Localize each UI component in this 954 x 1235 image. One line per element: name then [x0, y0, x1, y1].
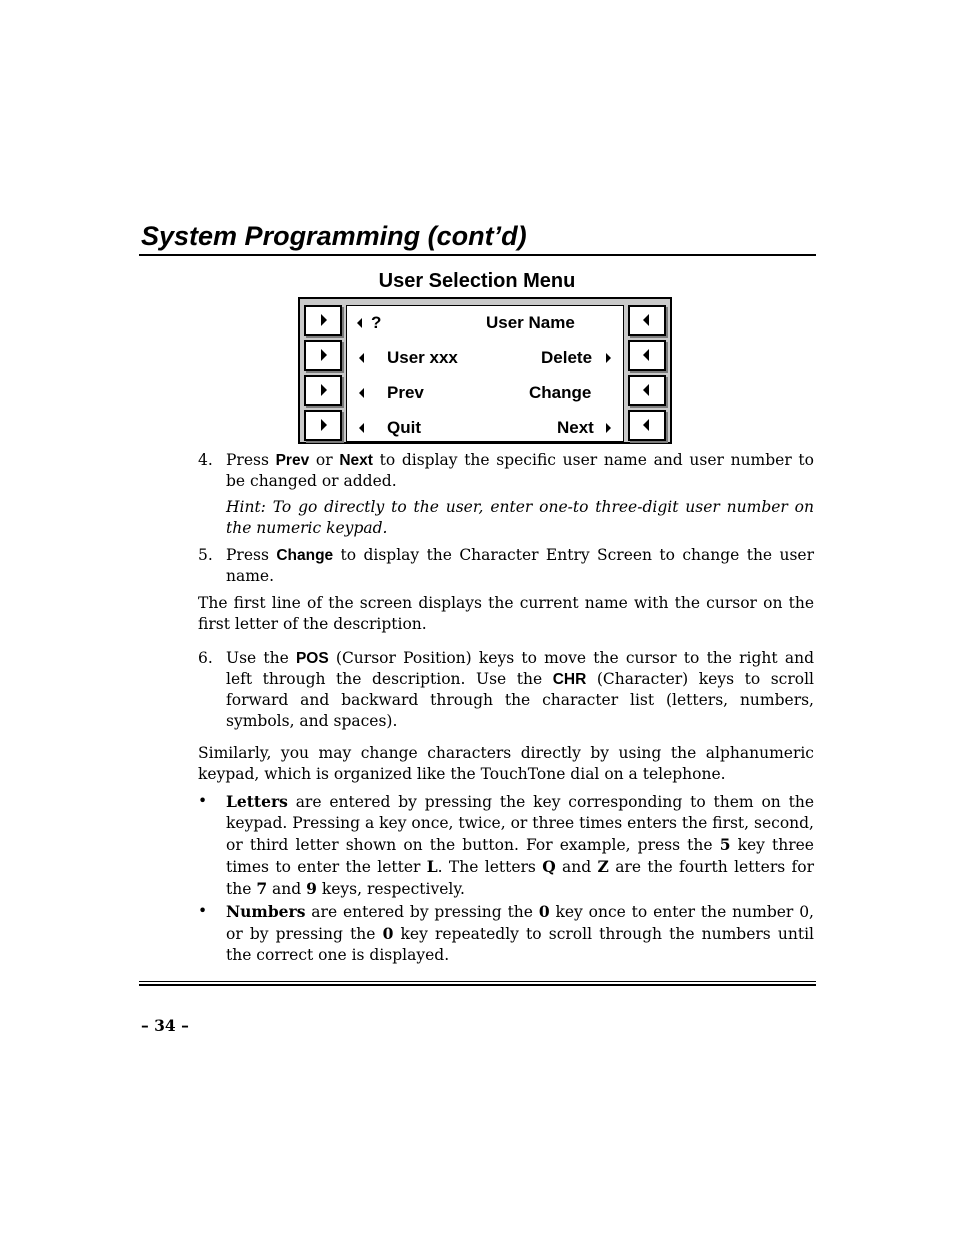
bullet-marker: • — [198, 902, 208, 920]
page-title: System Programming (cont’d) — [141, 221, 527, 251]
similarly-paragraph: Similarly, you may change characters directly by using the alphanumeric keypad, which is organized like the TouchTone dial on a telephone. — [198, 744, 814, 783]
step-4-text: Press Prev or Next to display the specific user name and user number to be changed or added. — [226, 451, 814, 490]
step-6-text: Use the POS (Cursor Position) keys to move the cursor to the right and left through the description. Use the CHR (Character) keys to scroll forward and backward through the character list (letters, numbers, symbols, and spaces). — [226, 649, 815, 730]
left-key-3 — [304, 375, 342, 406]
numbers-bullet-text: Numbers are entered by pressing the 0 key once to enter the number 0, or by pressing the 0 key repeatedly to scroll through the numbers until the correct one is displayed. — [226, 902, 814, 964]
left-key-4 — [304, 410, 342, 441]
left-arrow-icon — [357, 318, 362, 328]
letters-bullet-text: Letters are entered by pressing the key corresponding to them on the keypad. Pressing a key once, twice, or three times enters the first, second, or third letter shown on the button. For example, press the 5 key three times to enter the letter L. The letters Q and Z are the fourth letters for the 7 and 9 keys, respectively. — [226, 792, 814, 898]
title-rule — [139, 254, 816, 256]
left-key-1 — [304, 305, 342, 336]
right-arrow-icon — [321, 314, 327, 326]
screen-row-4 — [347, 413, 623, 443]
step-6-number: 6. — [198, 649, 213, 667]
row-2-left-label: User xxx — [387, 348, 458, 367]
next-key-label: Next — [339, 452, 373, 469]
footer-rule — [139, 981, 816, 982]
step-5-text: Press Change to display the Character Entry Screen to change the user name. — [226, 546, 814, 585]
screen-row-1 — [347, 308, 623, 338]
row-4-right-label: Next — [557, 418, 594, 437]
row-2-right-label: Delete — [541, 348, 593, 367]
left-arrow-icon — [643, 419, 649, 431]
step-4-number: 4. — [198, 451, 213, 469]
screen-row-3 — [347, 378, 623, 408]
left-arrow-icon — [643, 314, 649, 326]
first-line-paragraph: The first line of the screen displays the current name with the cursor on the first letter of the description. — [198, 594, 814, 633]
right-key-2 — [628, 340, 666, 371]
console-diagram — [298, 297, 672, 444]
screen-row-2 — [347, 343, 623, 373]
left-arrow-icon — [643, 384, 649, 396]
left-arrow-icon — [359, 423, 364, 433]
right-arrow-icon — [606, 353, 611, 363]
bullet-marker: • — [198, 792, 208, 810]
right-arrow-icon — [321, 419, 327, 431]
step-5-number: 5. — [198, 546, 213, 564]
change-key-label: Change — [276, 547, 334, 564]
row-3-right-label: Change — [529, 383, 592, 402]
right-key-3 — [628, 375, 666, 406]
right-arrow-icon — [321, 384, 327, 396]
row-4-left-label: Quit — [387, 418, 421, 437]
footer-rule-thick — [139, 984, 816, 986]
row-1-left-label: ? — [371, 313, 382, 332]
right-key-4 — [628, 410, 666, 441]
pos-key-label: POS — [295, 650, 329, 667]
left-arrow-icon — [643, 349, 649, 361]
right-arrow-icon — [606, 423, 611, 433]
chr-key-label: CHR — [552, 671, 587, 688]
console-screen — [346, 305, 624, 442]
right-arrow-icon — [321, 349, 327, 361]
console-frame — [298, 297, 672, 444]
left-arrow-icon — [359, 353, 364, 363]
prev-key-label: Prev — [275, 452, 310, 469]
step-4-hint: Hint: To go directly to the user, enter one-to three-digit user number on the numeric keypad. — [226, 498, 814, 537]
left-key-2 — [304, 340, 342, 371]
left-arrow-icon — [359, 388, 364, 398]
row-3-left-label: Prev — [387, 383, 424, 402]
right-key-1 — [628, 305, 666, 336]
row-1-right-label: User Name — [486, 313, 575, 332]
page-number: – 34 – — [141, 1016, 189, 1035]
menu-title: User Selection Menu — [378, 270, 576, 292]
